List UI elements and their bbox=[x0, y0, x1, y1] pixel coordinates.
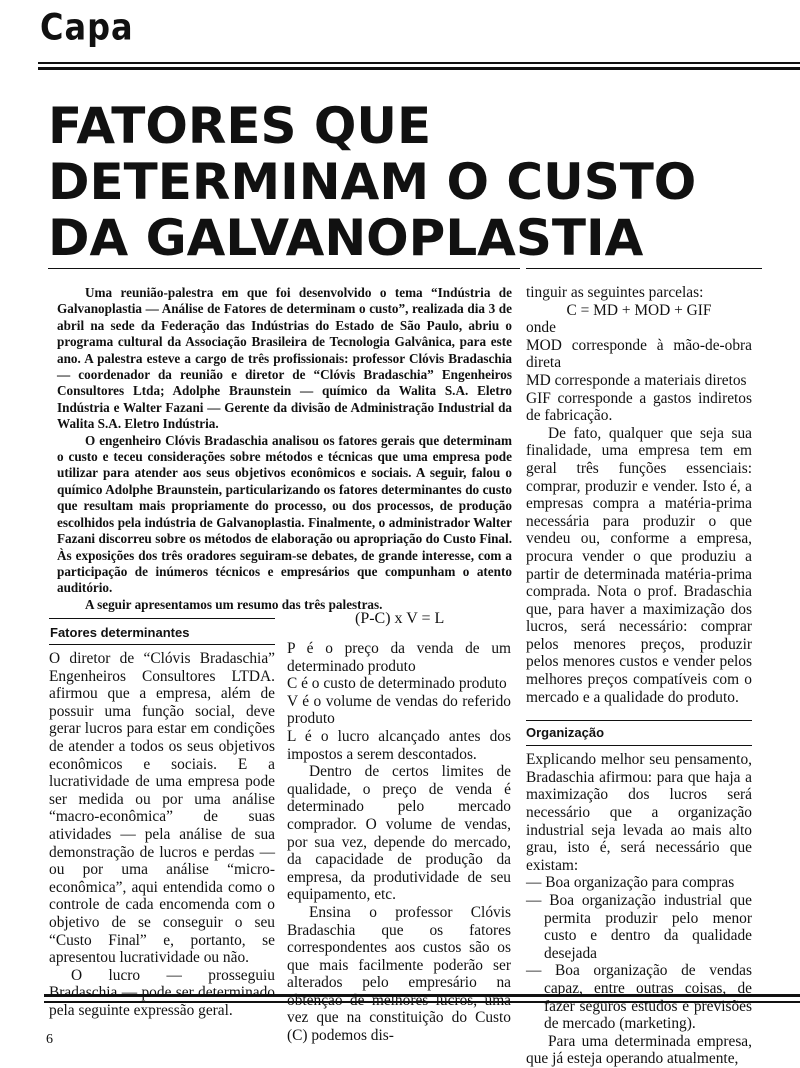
column-b bbox=[287, 640, 511, 1045]
intro-paragraph: Uma reunião-palestra em que foi desenvolvido o tema “Indústria de Galvanoplastia — Análise de Fatores de determinam o custo”, realizada dia 3 de abril na sede da Federação das Indústrias do Estado de São Paulo, abriu o programa cultural da Associação Brasileira de Tecnologia Galvânica, para este ano. A palestra esteve a cargo de três profissionais: professor Clóvis Bradaschia — coordenador da reunião e diretor de “Clóvis Bradaschia” Engenheiros Consultores Ltda; Adolphe Braunstein — químico da Walita S.A. Eletro Indústria e Walter Fazani — Gerente da divisão de Administração Industrial da Walita S.A. Eletro Indústria. bbox=[57, 285, 512, 432]
section-rule bbox=[49, 644, 275, 645]
cost-formula: C = MD + MOD + GIF bbox=[566, 301, 712, 319]
definition: V é o volume de vendas do referido produto bbox=[287, 692, 511, 728]
paragraph: Explicando melhor seu pensamento, Bradaschia afirmou: para que haja a maximização dos lucros será necessário que a organização industrial seja levada ao mais alto grau, isto é, será necessário que existam: bbox=[526, 751, 752, 874]
intro-rule-right bbox=[526, 268, 762, 269]
definition: P é o preço da venda de um determinado produto bbox=[287, 640, 511, 675]
intro-paragraph: A seguir apresentamos um resumo das três palestras. bbox=[85, 596, 383, 612]
definition: C é o custo de determinado produto bbox=[287, 675, 507, 693]
paragraph: De fato, qualquer que seja sua finalidade, uma empresa tem em geral três funções essenciais: comprar, produzir e vender. Isto é, a empresas compra a matéria-prima necessária para produzir o que vendeu ou, conforme a empresa, procura vender o que produziu a partir de determinada matéria-prima comprada. Nota o prof. Bradaschia que, para haver a maximização dos lucros, será necessário: comprar pelos menores preços, produzir pelos menores custos e vender pelos melhores preços compatíveis com o mercado e a qualidade do produto. bbox=[526, 424, 752, 706]
paragraph: tinguir as seguintes parcelas: bbox=[526, 284, 704, 301]
column-c bbox=[526, 284, 752, 1068]
headline bbox=[48, 98, 748, 266]
section-heading-fatores: Fatores determinantes bbox=[50, 625, 190, 640]
paragraph: O lucro — prosseguiu Bradaschia — pode ser determinado pela seguinte expressão geral. bbox=[49, 966, 275, 1019]
section-rule bbox=[49, 618, 275, 619]
headline-line: FATORES QUE bbox=[48, 97, 432, 155]
section-rule bbox=[526, 745, 752, 746]
where-label: onde bbox=[526, 319, 556, 337]
list-item: — Boa organização de vendas capaz, entre outras coisas, de fazer seguros estudos e previsões de mercado (marketing). bbox=[526, 962, 752, 1033]
column-a bbox=[49, 650, 275, 1019]
paragraph: Dentro de certos limites de qualidade, o preço de venda é determinado pelo mercado comprador. O volume de vendas, por sua vez, depende do mercado, da capacidade de produção da empresa, da produtividade de seu equipamento, etc. bbox=[287, 763, 511, 904]
bottom-rule bbox=[44, 994, 800, 1003]
definition: L é o lucro alcançado antes dos impostos a serem descontados. bbox=[287, 727, 511, 763]
intro-rule bbox=[48, 268, 520, 269]
definition: MOD corresponde à mão-de-obra direta bbox=[526, 336, 752, 372]
section-label: Capa bbox=[40, 5, 134, 49]
profit-formula: (P-C) x V = L bbox=[355, 610, 445, 627]
definition: GIF corresponde a gastos indiretos de fabricação. bbox=[526, 389, 752, 425]
section-heading-organizacao: Organização bbox=[526, 725, 605, 741]
intro-text bbox=[57, 285, 512, 613]
list-item: — Boa organização para compras bbox=[526, 874, 735, 892]
paragraph: Ensina o professor Clóvis Bradaschia que os fatores correspondentes aos custos são os que mais facilmente poderão ser alterados pelo empresário na obtenção de melhores lucros, uma vez que na constituição do Custo (C) podemos dis- bbox=[287, 903, 511, 1045]
definition: MD corresponde a materiais diretos bbox=[526, 371, 747, 389]
top-rule bbox=[38, 62, 800, 70]
intro-paragraph: O engenheiro Clóvis Bradaschia analisou os fatores gerais que determinam o custo e teceu considerações sobre métodos e técnicas que uma empresa pode utilizar para atender aos seus objetivos econômicos e sociais. A seguir, falou o químico Adolphe Braunstein, particularizando os fatores determinantes do custo que resultam mais propriamente do processo, ou dos processos, de produção escolhidos pela indústria de Galvanoplastia. Finalmente, o administrador Walter Fazani discorreu sobre os métodos de elaboração ou apropriação do Custo Final. Às exposições dos três oradores seguiram-se debates, de grande interesse, com a participação de inúmeros técnicos e empresários que compunham o atento auditório. bbox=[57, 432, 512, 596]
page-number: 6 bbox=[46, 1032, 53, 1047]
headline-line: DETERMINAM O CUSTO bbox=[48, 153, 697, 211]
paragraph: Para uma determinada empresa, que já esteja operando atualmente, bbox=[526, 1032, 752, 1068]
headline-line: DA GALVANOPLASTIA bbox=[48, 209, 644, 267]
list-item: — Boa organização industrial que permita produzir pelo menor custo e dentro da qualidade desejada bbox=[526, 892, 752, 962]
paragraph: O diretor de “Clóvis Bradaschia” Engenheiros Consultores LTDA. afirmou que a empresa, além de possuir uma função social, deve gerar lucros para estar em condições de atender a todos os seus objetivos econômicos e sociais. E a lucratividade de uma empresa pode ser medida ou por uma análise “macro-econômica” de suas atividades — pela análise de sua demonstração de lucros e perdas — ou por uma análise “micro-econômica”, aqui entendida como o controle de cada encomenda com o objetivo de se conseguir o seu “Custo Final” e, portanto, se apresentou lucratividade ou não. bbox=[49, 650, 275, 967]
